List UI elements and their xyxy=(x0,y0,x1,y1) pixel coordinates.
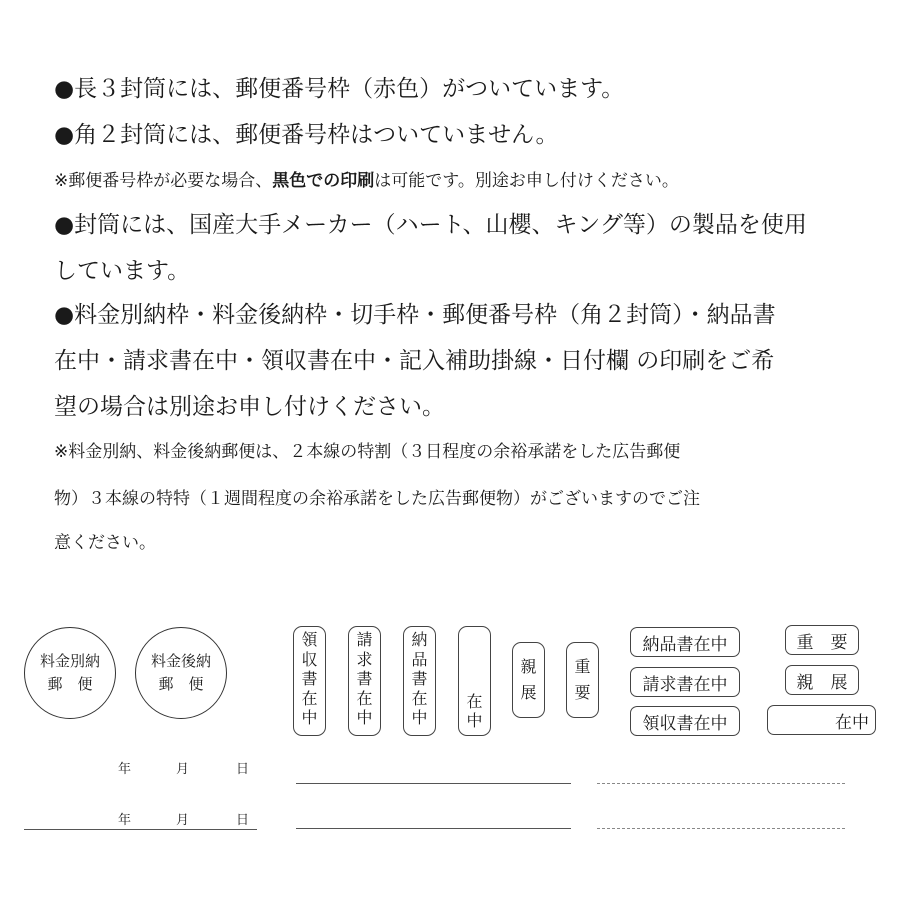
confidential-vertical-stamp xyxy=(512,642,545,718)
important-stamp: 重 要 xyxy=(785,625,859,655)
stamp-char: 在 xyxy=(466,691,483,711)
delivery-note-enclosed-stamp: 納品書在中 xyxy=(630,627,740,657)
stamp-char: 書 xyxy=(301,669,318,689)
postage-paid-circle xyxy=(24,627,116,719)
stamp-char: 書 xyxy=(356,669,373,689)
confidential-stamp: 親 展 xyxy=(785,665,859,695)
notice-line-1: ●長３封筒には、郵便番号枠（赤色）がついています。 xyxy=(54,76,625,102)
writing-guide-line xyxy=(296,783,571,784)
note-postage-line-1: ※料金別納、料金後納郵便は、２本線の特割（３日程度の余裕承諾をした広告郵便 xyxy=(54,442,681,462)
stamp-char: 収 xyxy=(301,649,318,669)
notice-line-3: ●封筒には、国産大手メーカー（ハート、山櫻、キング等）の製品を使用 xyxy=(54,212,807,238)
stamp-char: 要 xyxy=(574,683,591,702)
notice-line-5: ●料金別納枠・料金後納枠・切手枠・郵便番号枠（角２封筒）・納品書 xyxy=(54,302,776,328)
date-field-1 xyxy=(0,758,260,776)
year-label: 年 xyxy=(118,762,132,777)
year-label: 年 xyxy=(118,813,132,828)
stamp-char: 在 xyxy=(411,688,428,708)
receipt-enclosed-stamp: 領収書在中 xyxy=(630,706,740,736)
month-label: 月 xyxy=(176,762,190,777)
stamp-char: 重 xyxy=(574,657,591,677)
stamp-char: 納 xyxy=(411,630,428,649)
notice-line-4: しています。 xyxy=(54,258,191,284)
dotted-guide-line xyxy=(597,783,845,784)
stamp-char: 品 xyxy=(411,649,428,669)
month-label: 月 xyxy=(176,813,190,828)
circle-label: 郵 便 xyxy=(47,675,93,693)
stamp-char: 領 xyxy=(301,630,318,649)
invoice-enclosed-vertical-stamp xyxy=(348,626,381,736)
stamp-char: 在 xyxy=(301,688,318,708)
notice-line-2: ●角２封筒には、郵便番号枠はついていません。 xyxy=(54,122,559,148)
stamp-char: 中 xyxy=(411,708,428,728)
circle-label: 料金別納 xyxy=(39,651,100,670)
postage-deferred-circle xyxy=(135,627,227,719)
stamp-char: 中 xyxy=(466,711,483,731)
stamp-char: 書 xyxy=(411,669,428,689)
circle-label: 郵 便 xyxy=(158,675,204,693)
enclosed-stamp: 在中 xyxy=(767,705,876,735)
stamp-char: 中 xyxy=(356,708,373,728)
invoice-enclosed-stamp: 請求書在中 xyxy=(630,667,740,697)
stamp-char: 請 xyxy=(356,630,373,649)
delivery-note-enclosed-vertical-stamp xyxy=(403,626,436,736)
note-postage-line-3: 意ください。 xyxy=(54,533,156,553)
dotted-guide-line xyxy=(597,828,845,829)
writing-guide-line xyxy=(296,828,571,829)
day-label: 日 xyxy=(236,762,250,777)
note-bold-text: 黒色での印刷 xyxy=(272,171,375,191)
date-field-2 xyxy=(0,809,260,827)
stamp-char: 中 xyxy=(301,708,318,728)
note-postage-line-2: 物）３本線の特特（１週間程度の余裕承諾をした広告郵便物）がございますのでご注 xyxy=(54,489,700,509)
note-text: ※郵便番号枠が必要な場合、 xyxy=(54,171,273,191)
circle-label: 料金後納 xyxy=(150,651,211,670)
note-postal-frame xyxy=(54,166,679,191)
date-underline xyxy=(24,829,257,830)
receipt-enclosed-vertical-stamp xyxy=(293,626,326,736)
stamp-char: 展 xyxy=(520,683,537,702)
stamp-char: 求 xyxy=(356,649,373,669)
stamp-char: 在 xyxy=(356,688,373,708)
notice-line-7: 望の場合は別途お申し付けください。 xyxy=(54,394,445,420)
day-label: 日 xyxy=(236,813,250,828)
note-text: は可能です。別途お申し付けください。 xyxy=(374,171,679,191)
notice-line-6: 在中・請求書在中・領収書在中・記入補助掛線・日付欄 の印刷をご希 xyxy=(54,348,775,374)
important-vertical-stamp xyxy=(566,642,599,718)
enclosed-vertical-stamp xyxy=(458,626,491,736)
stamp-char: 親 xyxy=(520,657,537,677)
